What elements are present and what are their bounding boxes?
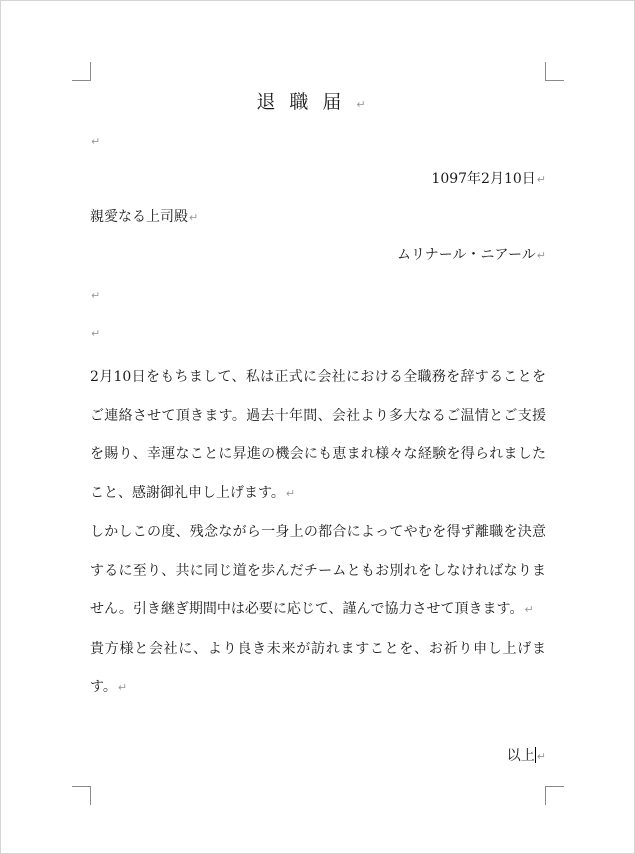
body-paragraph[interactable] [90, 630, 546, 708]
body-text[interactable] [90, 358, 546, 708]
crop-mark-top-left [72, 62, 91, 81]
crop-mark-bottom-right [545, 786, 564, 805]
paragraph-mark-icon: ↵ [536, 173, 546, 186]
sender-line[interactable] [90, 246, 546, 265]
paragraph-mark-icon: ↵ [91, 135, 101, 148]
paragraph-mark-icon: ↵ [285, 486, 296, 500]
date-text[interactable]: 1097年2月10日 [431, 171, 536, 187]
crop-mark-top-right [545, 62, 564, 81]
paragraph-mark-icon: ↵ [117, 681, 128, 694]
date-line[interactable] [90, 170, 546, 189]
paragraph-mark-icon: ↵ [91, 289, 101, 302]
crop-mark-bottom-left [72, 786, 91, 805]
paragraph-mark-icon: ↵ [536, 249, 546, 262]
empty-paragraph[interactable] [90, 132, 546, 151]
paragraph-mark-icon: ↵ [524, 603, 534, 616]
sender-text[interactable]: ムリナール・ニアール [397, 247, 536, 263]
paragraph-mark-icon: ↵ [356, 98, 380, 111]
paragraph-text[interactable]: 貴方様と会社に、より良き未来が訪れますことを、お祈り申し上げます。 [90, 640, 546, 695]
closing-text[interactable]: 以上 [506, 748, 535, 764]
empty-paragraph[interactable] [90, 286, 546, 305]
paragraph-mark-icon: ↵ [189, 211, 199, 224]
paragraph-mark-icon: ↵ [536, 750, 546, 763]
paragraph-text[interactable]: 2月10日をもちまして、私は正式に会社における全職務を辞することをご連絡させて頂きます。過去十年間、会社より多大なるご温情とご支援を賜り、幸運なことに昇進の機会にも恵まれ様々な経験を得られましたこと、感謝御礼申し上げます。 [90, 369, 546, 501]
text-cursor [535, 747, 536, 763]
document-title[interactable] [90, 89, 546, 118]
document-title-text[interactable]: 退職届 [256, 91, 356, 113]
recipient-text[interactable]: 親愛なる上司殿 [90, 209, 188, 225]
recipient-line[interactable] [90, 208, 546, 227]
empty-paragraph[interactable] [90, 324, 546, 343]
closing-line[interactable] [90, 747, 546, 766]
paragraph-text[interactable]: しかしこの度、残念ながら一身上の都合によってやむを得ず離職を決意するに至り、共に同じ道を歩んだチームともお別れをしなければなりません。引き継ぎ期間中は必要に応じて、謹んで協力させて頂きます。 [90, 524, 546, 617]
body-paragraph[interactable] [90, 358, 546, 513]
body-paragraph[interactable] [90, 513, 546, 630]
paragraph-mark-icon: ↵ [91, 327, 101, 340]
